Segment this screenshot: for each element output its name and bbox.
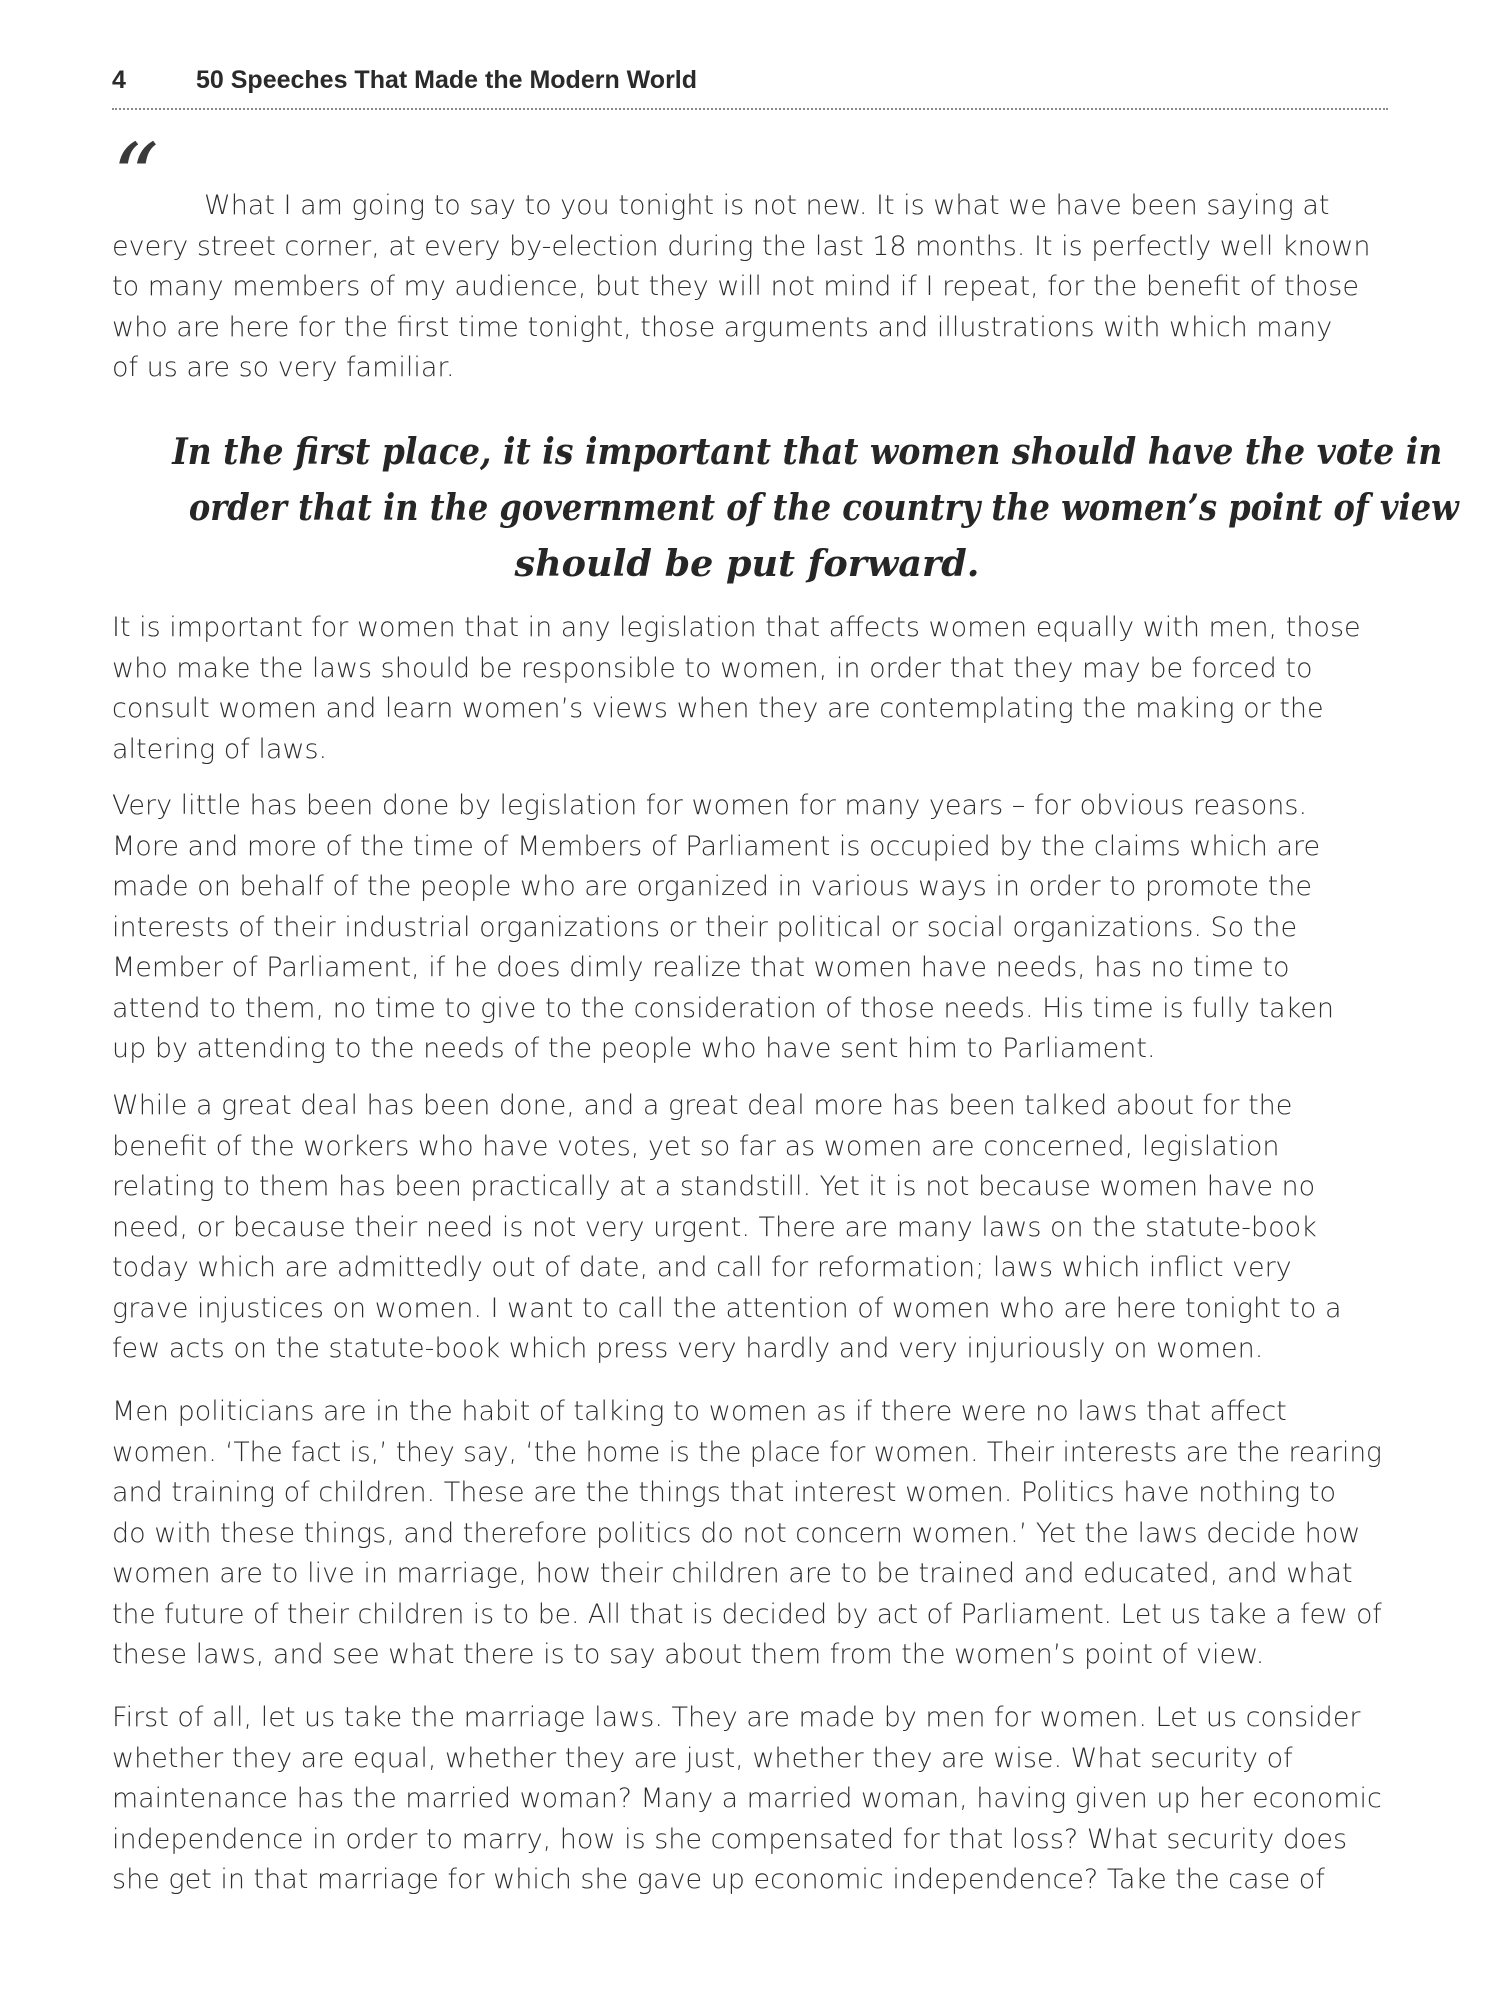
body-paragraph xyxy=(112,1086,1382,1370)
text-line: she get in that marriage for which she gave up economic independence? Take the case of xyxy=(112,1864,1325,1895)
running-header xyxy=(112,66,1392,106)
text-line: What I am going to say to you tonight is not new. It is what we have been saying at xyxy=(204,190,1330,221)
text-line: few acts on the statute-book which press very hardly and very injuriously on women. xyxy=(112,1333,1264,1364)
text-line: and training of children. These are the things that interest women. Politics have nothing to xyxy=(112,1477,1336,1508)
body-paragraph xyxy=(112,608,1382,770)
text-line: altering of laws. xyxy=(112,733,328,765)
header-divider xyxy=(112,108,1388,110)
text-line: maintenance has the married woman? Many a married woman, having given up her economic xyxy=(112,1783,1382,1814)
text-line: grave injustices on women. I want to call the attention of women who are here tonight to a xyxy=(112,1292,1342,1324)
pull-quote-line: should be put forward. xyxy=(514,542,980,585)
book-title: 50 Speeches That Made the Modern World xyxy=(196,66,698,94)
text-line: interests of their industrial organizations or their political or social organizations. So the xyxy=(112,911,1298,943)
text-line: need, or because their need is not very urgent. There are many laws on the statute-book xyxy=(112,1211,1317,1243)
pull-quote xyxy=(112,424,1459,592)
body-paragraph xyxy=(112,1392,1382,1676)
text-line: attend to them, no time to give to the consideration of those needs. His time is fully taken xyxy=(112,992,1335,1024)
text-line: relating to them has been practically at a standstill. Yet it is not because women have no xyxy=(112,1171,1316,1202)
opening-quote-mark: “ xyxy=(112,124,154,231)
text-line: benefit of the workers who have votes, yet so far as women are concerned, legislation xyxy=(112,1130,1280,1162)
text-line: women. ‘The fact is,’ they say, ‘the home is the place for women. Their interests are the rearing xyxy=(112,1436,1382,1468)
text-line: to many members of my audience, but they will not mind if I repeat, for the benefit of those xyxy=(112,271,1359,302)
text-line: the future of their children is to be. All that is decided by act of Parliament. Let us take a few of xyxy=(112,1598,1382,1630)
pull-quote-line: In the first place, it is important that women should have the vote in xyxy=(172,430,1443,473)
text-line: It is important for women that in any legislation that affects women equally with men, those xyxy=(112,612,1361,643)
text-line: First of all, let us take the marriage laws. They are made by men for women. Let us consider xyxy=(112,1702,1361,1733)
text-line: up by attending to the needs of the people who have sent him to Parliament. xyxy=(112,1033,1156,1064)
text-line: today which are admittedly out of date, and call for reformation; laws which inflict very xyxy=(112,1252,1292,1283)
page-number: 4 xyxy=(112,66,126,94)
text-line: every street corner, at every by-election during the last 18 months. It is perfectly well known xyxy=(112,230,1371,262)
text-line: While a great deal has been done, and a great deal more has been talked about for the xyxy=(112,1090,1293,1121)
text-line: consult women and learn women’s views when they are contemplating the making or the xyxy=(112,693,1324,724)
text-line: who are here for the first time tonight, those arguments and illustrations with which many xyxy=(112,311,1333,343)
body-paragraph xyxy=(112,786,1382,1070)
text-line: these laws, and see what there is to say about them from the women’s point of view. xyxy=(112,1639,1265,1670)
pull-quote-line: order that in the government of the country the women’s point of view xyxy=(188,486,1459,529)
text-line: made on behalf of the people who are organized in various ways in order to promote the xyxy=(112,871,1312,902)
opening-paragraph xyxy=(112,186,1382,389)
text-line: who make the laws should be responsible to women, in order that they may be forced to xyxy=(112,652,1313,684)
text-line: Men politicians are in the habit of talking to women as if there were no laws that affect xyxy=(112,1396,1287,1427)
text-line: of us are so very familiar. xyxy=(112,352,455,383)
text-line: Very little has been done by legislation for women for many years – for obvious reasons. xyxy=(112,790,1308,821)
text-line: whether they are equal, whether they are just, whether they are wise. What security of xyxy=(112,1742,1293,1774)
text-line: More and more of the time of Members of Parliament is occupied by the claims which are xyxy=(112,830,1321,862)
body-paragraph xyxy=(112,1698,1382,1901)
text-line: Member of Parliament, if he does dimly realize that women have needs, has no time to xyxy=(112,952,1290,983)
text-line: do with these things, and therefore politics do not concern women.’ Yet the laws decide how xyxy=(112,1517,1361,1549)
text-line: independence in order to marry, how is she compensated for that loss? What security does xyxy=(112,1823,1348,1855)
text-line: women are to live in marriage, how their children are to be trained and educated, and what xyxy=(112,1558,1353,1589)
